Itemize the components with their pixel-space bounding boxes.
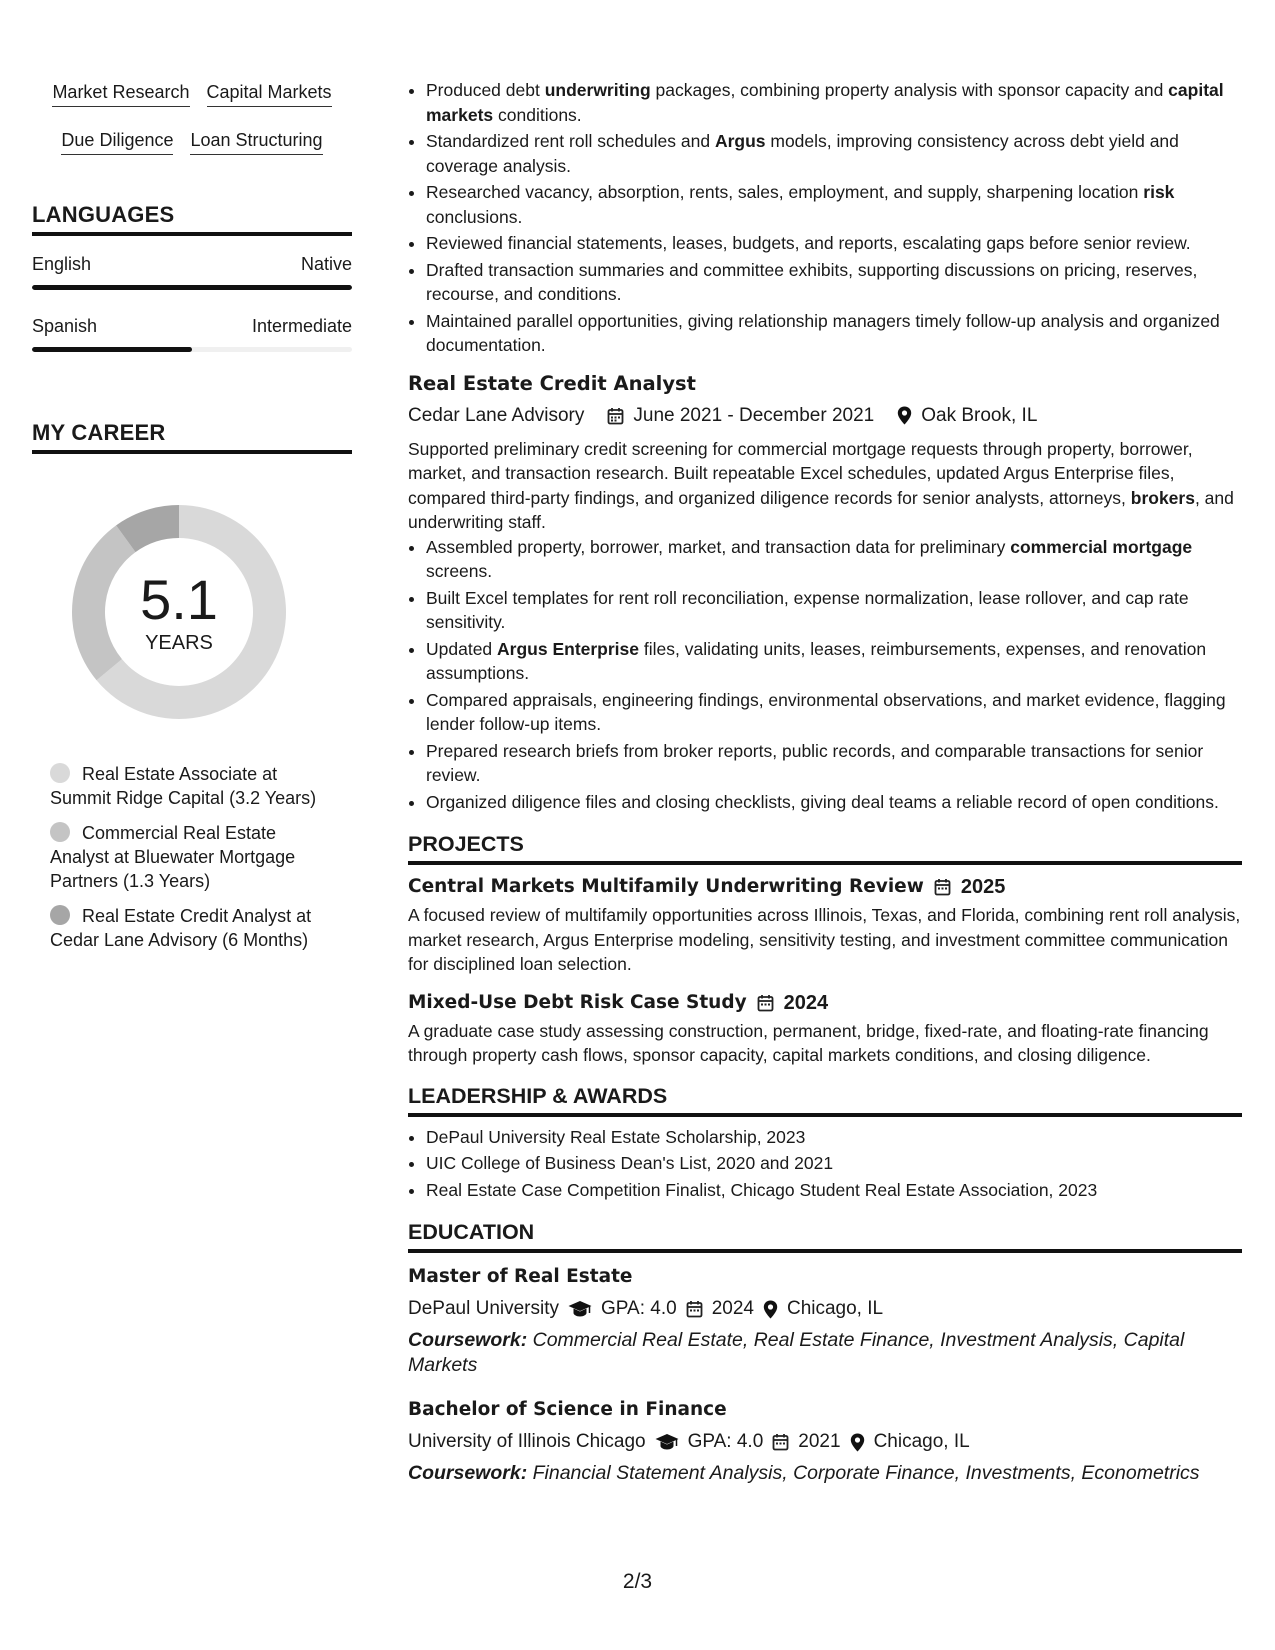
bullet-item: • Standardized rent roll schedules and Argus models, improving consistency across debt yield and coverage analysis. (426, 129, 1242, 178)
bullet-item: • Prepared research briefs from broker reports, public records, and comparable transactions for senior review. (426, 739, 1242, 788)
job-dates: June 2021 - December 2021 (633, 404, 875, 426)
language-name: Spanish (32, 316, 98, 336)
language-bar (32, 347, 352, 352)
bullet-item: • Organized diligence files and closing checklists, giving deal teams a reliable record of open conditions. (426, 790, 1242, 815)
awards-heading: LEADERSHIP & AWARDS (408, 1082, 1242, 1117)
calendar-icon (686, 1300, 703, 1318)
coursework-label: Coursework: (408, 1462, 528, 1484)
project-title: Mixed-Use Debt Risk Case Study (408, 991, 747, 1013)
school-name: University of Illinois Chicago (408, 1431, 646, 1452)
calendar-icon (934, 878, 951, 896)
language-level: Intermediate (251, 316, 352, 336)
career-unit: YEARS (145, 632, 213, 654)
coursework-label: Coursework: (408, 1329, 528, 1351)
skills-list (32, 80, 352, 155)
bullet-item: • Updated Argus Enterprise files, validating units, leases, reimbursements, expenses, and renovation assumptions. (426, 637, 1242, 686)
previous-job-bullets (408, 78, 1242, 358)
bullet-item: • Drafted transaction summaries and committee exhibits, supporting discussions on pricing, reserves, recourse, and conditions. (426, 258, 1242, 307)
skill-tag: Capital Markets (207, 80, 332, 107)
page-number: 2/3 (622, 1570, 653, 1593)
award-item: • DePaul University Real Estate Scholarship, 2023 (426, 1125, 1242, 1150)
legend-item: Real Estate Associate at Summit Ridge Capital (3.2 Years) (50, 764, 317, 808)
job-location: Oak Brook, IL (921, 404, 1038, 426)
language-bar (32, 285, 352, 290)
bullet-item: • Maintained parallel opportunities, giving relationship managers timely follow-up analysis and organized documentation. (426, 309, 1242, 358)
calendar-icon (772, 1433, 789, 1451)
graduation-cap-icon (655, 1433, 679, 1451)
location-pin-icon (850, 1433, 865, 1452)
job-summary: Supported preliminary credit screening for commercial mortgage requests through property, borrower, market, and transaction research. Built repeatable Excel schedules, updated Argus Enterprise files, compared third-party findings, and organized diligence records for senior analysts, attorneys, brokers, and underwriting staff. (408, 438, 1234, 532)
job-meta (408, 403, 1242, 429)
location-pin-icon (763, 1300, 778, 1319)
career-donut-chart (65, 498, 293, 726)
language-name: English (32, 254, 92, 274)
project-description: A focused review of multifamily opportunities across Illinois, Texas, and Florida, combining rent roll analysis, market research, Argus Enterprise modeling, sensitivity testing, and investment committee communication for disciplined loan selection. (408, 905, 1241, 974)
education-heading: EDUCATION (408, 1218, 1242, 1253)
education-meta (408, 1429, 1242, 1455)
job-title: Real Estate Credit Analyst (408, 371, 696, 395)
gpa: GPA: 4.0 (687, 1431, 764, 1452)
awards-list (408, 1125, 1242, 1203)
skill-tag: Due Diligence (61, 128, 173, 155)
career-heading: MY CAREER (32, 420, 352, 454)
gpa: GPA: 4.0 (601, 1298, 677, 1319)
bullet-item: • Reviewed financial statements, leases, budgets, and reports, escalating gaps before senior review. (426, 231, 1242, 256)
calendar-icon (607, 407, 624, 425)
graduation-year: 2024 (711, 1298, 754, 1319)
degree-title: Bachelor of Science in Finance (408, 1399, 727, 1420)
education-meta (408, 1296, 1242, 1322)
languages-heading: LANGUAGES (32, 202, 352, 236)
legend-item: Real Estate Credit Analyst at Cedar Lane Advisory (6 Months) (50, 906, 312, 950)
degree-title: Master of Real Estate (408, 1266, 633, 1287)
award-item: • UIC College of Business Dean's List, 2020 and 2021 (426, 1151, 1242, 1176)
project-title: Central Markets Multifamily Underwriting Review (408, 876, 924, 897)
school-location: Chicago, IL (786, 1298, 884, 1319)
job-bullets (408, 535, 1242, 815)
award-item: • Real Estate Case Competition Finalist, Chicago Student Real Estate Association, 2023 (426, 1178, 1242, 1203)
project-title-row (408, 873, 1242, 901)
bullet-item: • Assembled property, borrower, market, and transaction data for preliminary commercial mortgage screens. (426, 535, 1242, 584)
project-year: 2024 (783, 991, 829, 1014)
career-total: 5.1 (140, 568, 218, 631)
career-legend (50, 762, 330, 952)
bullet-item: • Compared appraisals, engineering findings, environmental observations, and market evidence, flagging lender follow-up items. (426, 688, 1242, 737)
graduation-cap-icon (568, 1300, 592, 1318)
graduation-year: 2021 (798, 1431, 841, 1452)
language-english (32, 254, 352, 290)
coursework: Coursework: Commercial Real Estate, Real Estate Finance, Investment Analysis, Capital Markets (408, 1329, 1185, 1376)
legend-dot (50, 905, 70, 925)
projects-heading: PROJECTS (408, 830, 1242, 865)
skill-tag: Market Research (52, 80, 189, 107)
calendar-icon (757, 994, 774, 1012)
skill-tag: Loan Structuring (190, 128, 322, 155)
language-spanish (32, 316, 352, 352)
legend-item: Commercial Real Estate Analyst at Bluewater Mortgage Partners (1.3 Years) (50, 823, 296, 891)
bullet-item: • Researched vacancy, absorption, rents, sales, employment, and supply, sharpening location risk conclusions. (426, 180, 1242, 229)
legend-dot (50, 822, 70, 842)
school-location: Chicago, IL (873, 1431, 970, 1452)
language-level: Native (300, 254, 352, 274)
bullet-item: • Built Excel templates for rent roll reconciliation, expense normalization, lease rollover, and cap rate sensitivity. (426, 586, 1242, 635)
project-description: A graduate case study assessing construction, permanent, bridge, fixed-rate, and floating-rate financing through property cash flows, sponsor capacity, capital markets conditions, and closing diligence. (408, 1020, 1209, 1065)
location-pin-icon (897, 406, 912, 425)
project-year: 2025 (960, 876, 1006, 898)
project-title-row (408, 989, 1242, 1017)
sidebar (32, 80, 352, 963)
legend-dot (50, 763, 70, 783)
school-name: DePaul University (408, 1298, 559, 1319)
coursework: Coursework: Financial Statement Analysis, Corporate Finance, Investments, Econometrics (408, 1462, 1200, 1484)
main-content (408, 78, 1242, 1486)
bullet-item: • Produced debt underwriting packages, combining property analysis with sponsor capacity and capital markets conditions. (426, 78, 1242, 127)
company-name: Cedar Lane Advisory (408, 404, 585, 426)
